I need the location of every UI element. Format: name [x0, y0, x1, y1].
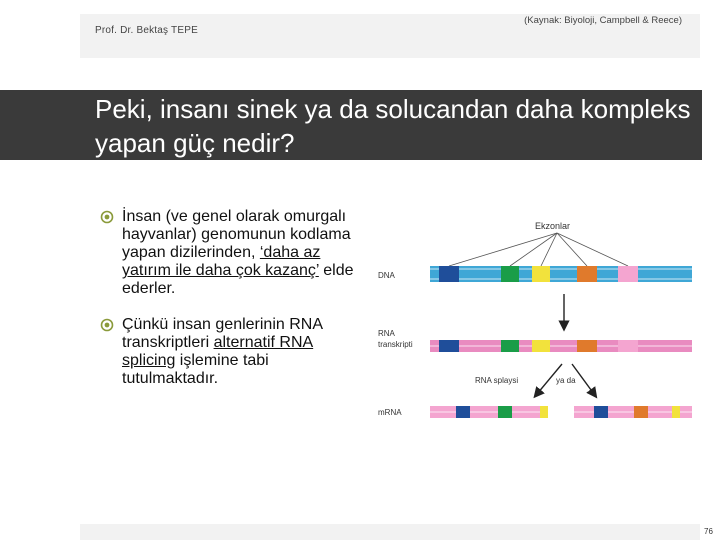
- bullet-item: [100, 208, 368, 298]
- rna-transcript-strand: [430, 340, 692, 352]
- author-label: Prof. Dr. Bektaş TEPE: [95, 25, 198, 36]
- slide-title: Peki, insanı sinek ya da solucandan daha kompleks yapan güç nedir?: [95, 94, 691, 158]
- rna-splicing-label: RNA splaysi: [475, 376, 519, 385]
- source-citation: (Kaynak: Biyoloji, Campbell & Reece): [524, 15, 682, 26]
- dna-strand: [430, 266, 692, 282]
- bullet-underlined-text: ‘daha az yatırım ile daha çok kazanç’: [122, 244, 321, 279]
- bullet-underlined-text: alternatif RNA splicing: [122, 334, 314, 369]
- bullet-text-end: işlemine tabi tutulmaktadır.: [122, 352, 269, 387]
- exons-label: Ekzonlar: [535, 221, 571, 231]
- mrna-label: mRNA: [378, 408, 402, 417]
- or-label: ya da: [556, 376, 576, 385]
- circle-bullet-icon: [100, 210, 114, 224]
- alternative-splicing-figure: [372, 208, 702, 432]
- bullet-text: İnsan (ve genel olarak omurgalı hayvanlar) genomunun kodlama yapan dizilerinden,: [122, 208, 351, 261]
- dna-label: DNA: [378, 271, 395, 280]
- rna-label: RNA: [378, 329, 395, 338]
- rna-transcript-label: transkripti: [378, 340, 413, 349]
- bullet-list: [100, 208, 368, 406]
- page-number: 76: [704, 527, 713, 536]
- footer-band: [80, 524, 700, 540]
- mrna-strand-2: [574, 406, 692, 418]
- circle-bullet-icon: [100, 318, 114, 332]
- bullet-text: Çünkü insan genlerinin RNA transkriptleri: [122, 316, 323, 351]
- bullet-text-end: elde ederler.: [122, 262, 354, 297]
- bullet-item: [100, 316, 368, 388]
- mrna-strand-1: [430, 406, 548, 418]
